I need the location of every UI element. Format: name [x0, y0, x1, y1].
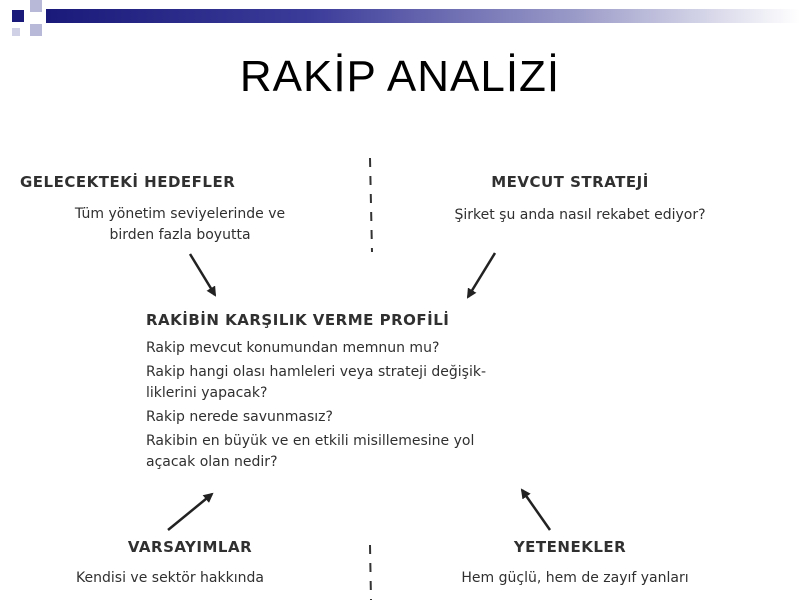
arrow-strategy-to-profile — [468, 253, 495, 297]
arrow-capabilities-to-profile — [522, 490, 550, 530]
profile-question — [146, 407, 606, 428]
arrow-goals-to-profile — [190, 254, 215, 295]
capabilities-description — [405, 568, 745, 589]
goals-description — [20, 204, 340, 246]
profile-question — [146, 338, 606, 359]
profile-heading: RAKİBİN KARŞILIK VERME PROFİLİ — [146, 311, 450, 329]
question-line: Rakip hangi olası hamleleri veya strateji değişik- — [146, 364, 487, 380]
question-line: liklerini yapacak? — [146, 385, 268, 401]
arrow-assumptions-to-profile — [168, 494, 212, 530]
profile-questions — [146, 338, 606, 476]
assumptions-heading: VARSAYIMLAR — [127, 538, 253, 556]
assumptions-line: Kendisi ve sektör hakkında — [76, 570, 264, 586]
question-line: Rakip mevcut konumundan memnun mu? — [146, 340, 440, 356]
goals-line: Tüm yönetim seviyelerinde ve — [74, 206, 286, 222]
question-line: Rakibin en büyük ve en etkili misillemesine yol — [146, 433, 475, 449]
profile-question — [146, 431, 606, 473]
divider-top — [370, 158, 372, 252]
question-line: açacak olan nedir? — [146, 454, 278, 470]
goals-heading: GELECEKTEKİ HEDEFLER — [20, 173, 236, 191]
strategy-heading: MEVCUT STRATEJİ — [491, 173, 649, 191]
assumptions-description — [20, 568, 320, 589]
strategy-line: Şirket şu anda nasıl rekabet ediyor? — [454, 207, 706, 223]
profile-question — [146, 362, 606, 404]
capabilities-heading: YETENEKLER — [513, 538, 627, 556]
question-line: Rakip nerede savunmasız? — [146, 409, 333, 425]
divider-bottom — [370, 545, 371, 600]
strategy-description — [390, 205, 770, 226]
slide-title: RAKİP ANALİZİ — [239, 52, 561, 101]
goals-line: birden fazla boyutta — [109, 227, 251, 243]
capabilities-line: Hem güçlü, hem de zayıf yanları — [461, 570, 689, 586]
